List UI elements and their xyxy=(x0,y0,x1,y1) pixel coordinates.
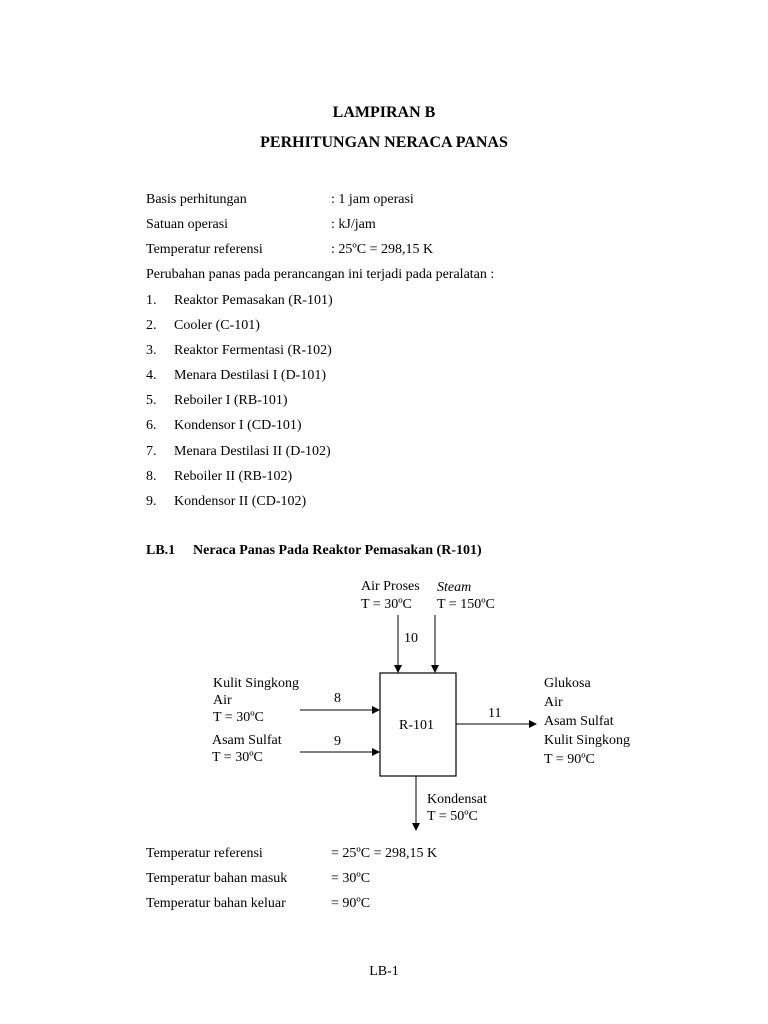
inlet-8-line-1: Air xyxy=(213,693,232,708)
inlet-9-line-1: T = 30ºC xyxy=(212,750,263,765)
equipment-num-1: 2. xyxy=(146,318,157,333)
section-number: LB.1 xyxy=(146,543,176,558)
inlet-9-line-0: Asam Sulfat xyxy=(212,733,282,748)
stream-8-label: 8 xyxy=(334,691,341,706)
page-footer: LB-1 xyxy=(369,964,399,979)
outlet-line-4: T = 90ºC xyxy=(544,752,595,767)
kondensat-label: Kondensat xyxy=(427,792,487,807)
basis-label-1: Satuan operasi xyxy=(146,217,229,232)
inlet-8-line-0: Kulit Singkong xyxy=(213,676,299,691)
outlet-line-0: Glukosa xyxy=(544,676,591,691)
temp-label-0: Temperatur referensi xyxy=(146,846,263,861)
equipment-num-3: 4. xyxy=(146,368,157,383)
section-title: Neraca Panas Pada Reaktor Pemasakan (R-101) xyxy=(193,543,482,558)
equipment-name-7: Reboiler II (RB-102) xyxy=(174,469,293,484)
equipment-num-0: 1. xyxy=(146,293,157,308)
basis-value-0: : 1 jam operasi xyxy=(331,192,414,207)
equipment-num-5: 6. xyxy=(146,418,157,433)
temp-value-0: = 25ºC = 298,15 K xyxy=(331,846,438,861)
outlet-line-3: Kulit Singkong xyxy=(544,733,630,748)
air-proses-label: Air Proses xyxy=(361,579,420,594)
temp-value-2: = 90ºC xyxy=(331,896,371,911)
equipment-num-7: 8. xyxy=(146,469,157,484)
steam-temp: T = 150ºC xyxy=(437,597,495,612)
temp-label-1: Temperatur bahan masuk xyxy=(146,871,288,886)
page-title: LAMPIRAN B xyxy=(332,104,436,121)
equipment-name-1: Cooler (C-101) xyxy=(174,318,260,333)
equipment-num-2: 3. xyxy=(146,343,157,358)
equipment-name-4: Reboiler I (RB-101) xyxy=(174,393,288,408)
intro-text: Perubahan panas pada perancangan ini terjadi pada peralatan : xyxy=(146,267,495,282)
equipment-name-0: Reaktor Pemasakan (R-101) xyxy=(174,293,333,308)
basis-value-1: : kJ/jam xyxy=(331,217,376,232)
kondensat-temp: T = 50ºC xyxy=(427,809,478,824)
equipment-name-6: Menara Destilasi II (D-102) xyxy=(174,444,331,459)
equipment-name-3: Menara Destilasi I (D-101) xyxy=(174,368,327,383)
temp-value-1: = 30ºC xyxy=(331,871,371,886)
basis-label-2: Temperatur referensi xyxy=(146,242,263,257)
equipment-num-6: 7. xyxy=(146,444,157,459)
stream-9-label: 9 xyxy=(334,734,341,749)
temp-label-2: Temperatur bahan keluar xyxy=(146,896,286,911)
outlet-line-1: Air xyxy=(544,695,563,710)
equipment-num-4: 5. xyxy=(146,393,157,408)
page-subtitle: PERHITUNGAN NERACA PANAS xyxy=(260,134,508,151)
reactor-label: R-101 xyxy=(399,718,434,733)
air-proses-temp: T = 30ºC xyxy=(361,597,412,612)
stream-10-label: 10 xyxy=(404,631,418,646)
basis-label-0: Basis perhitungan xyxy=(146,192,247,207)
basis-value-2: : 25ºC = 298,15 K xyxy=(331,242,434,257)
equipment-name-5: Kondensor I (CD-101) xyxy=(174,418,302,433)
steam-label: Steam xyxy=(437,580,472,595)
equipment-name-8: Kondensor II (CD-102) xyxy=(174,494,307,509)
outlet-line-2: Asam Sulfat xyxy=(544,714,614,729)
equipment-num-8: 9. xyxy=(146,494,157,509)
equipment-name-2: Reaktor Fermentasi (R-102) xyxy=(174,343,332,358)
inlet-8-line-2: T = 30ºC xyxy=(213,710,264,725)
stream-11-label: 11 xyxy=(488,706,502,721)
